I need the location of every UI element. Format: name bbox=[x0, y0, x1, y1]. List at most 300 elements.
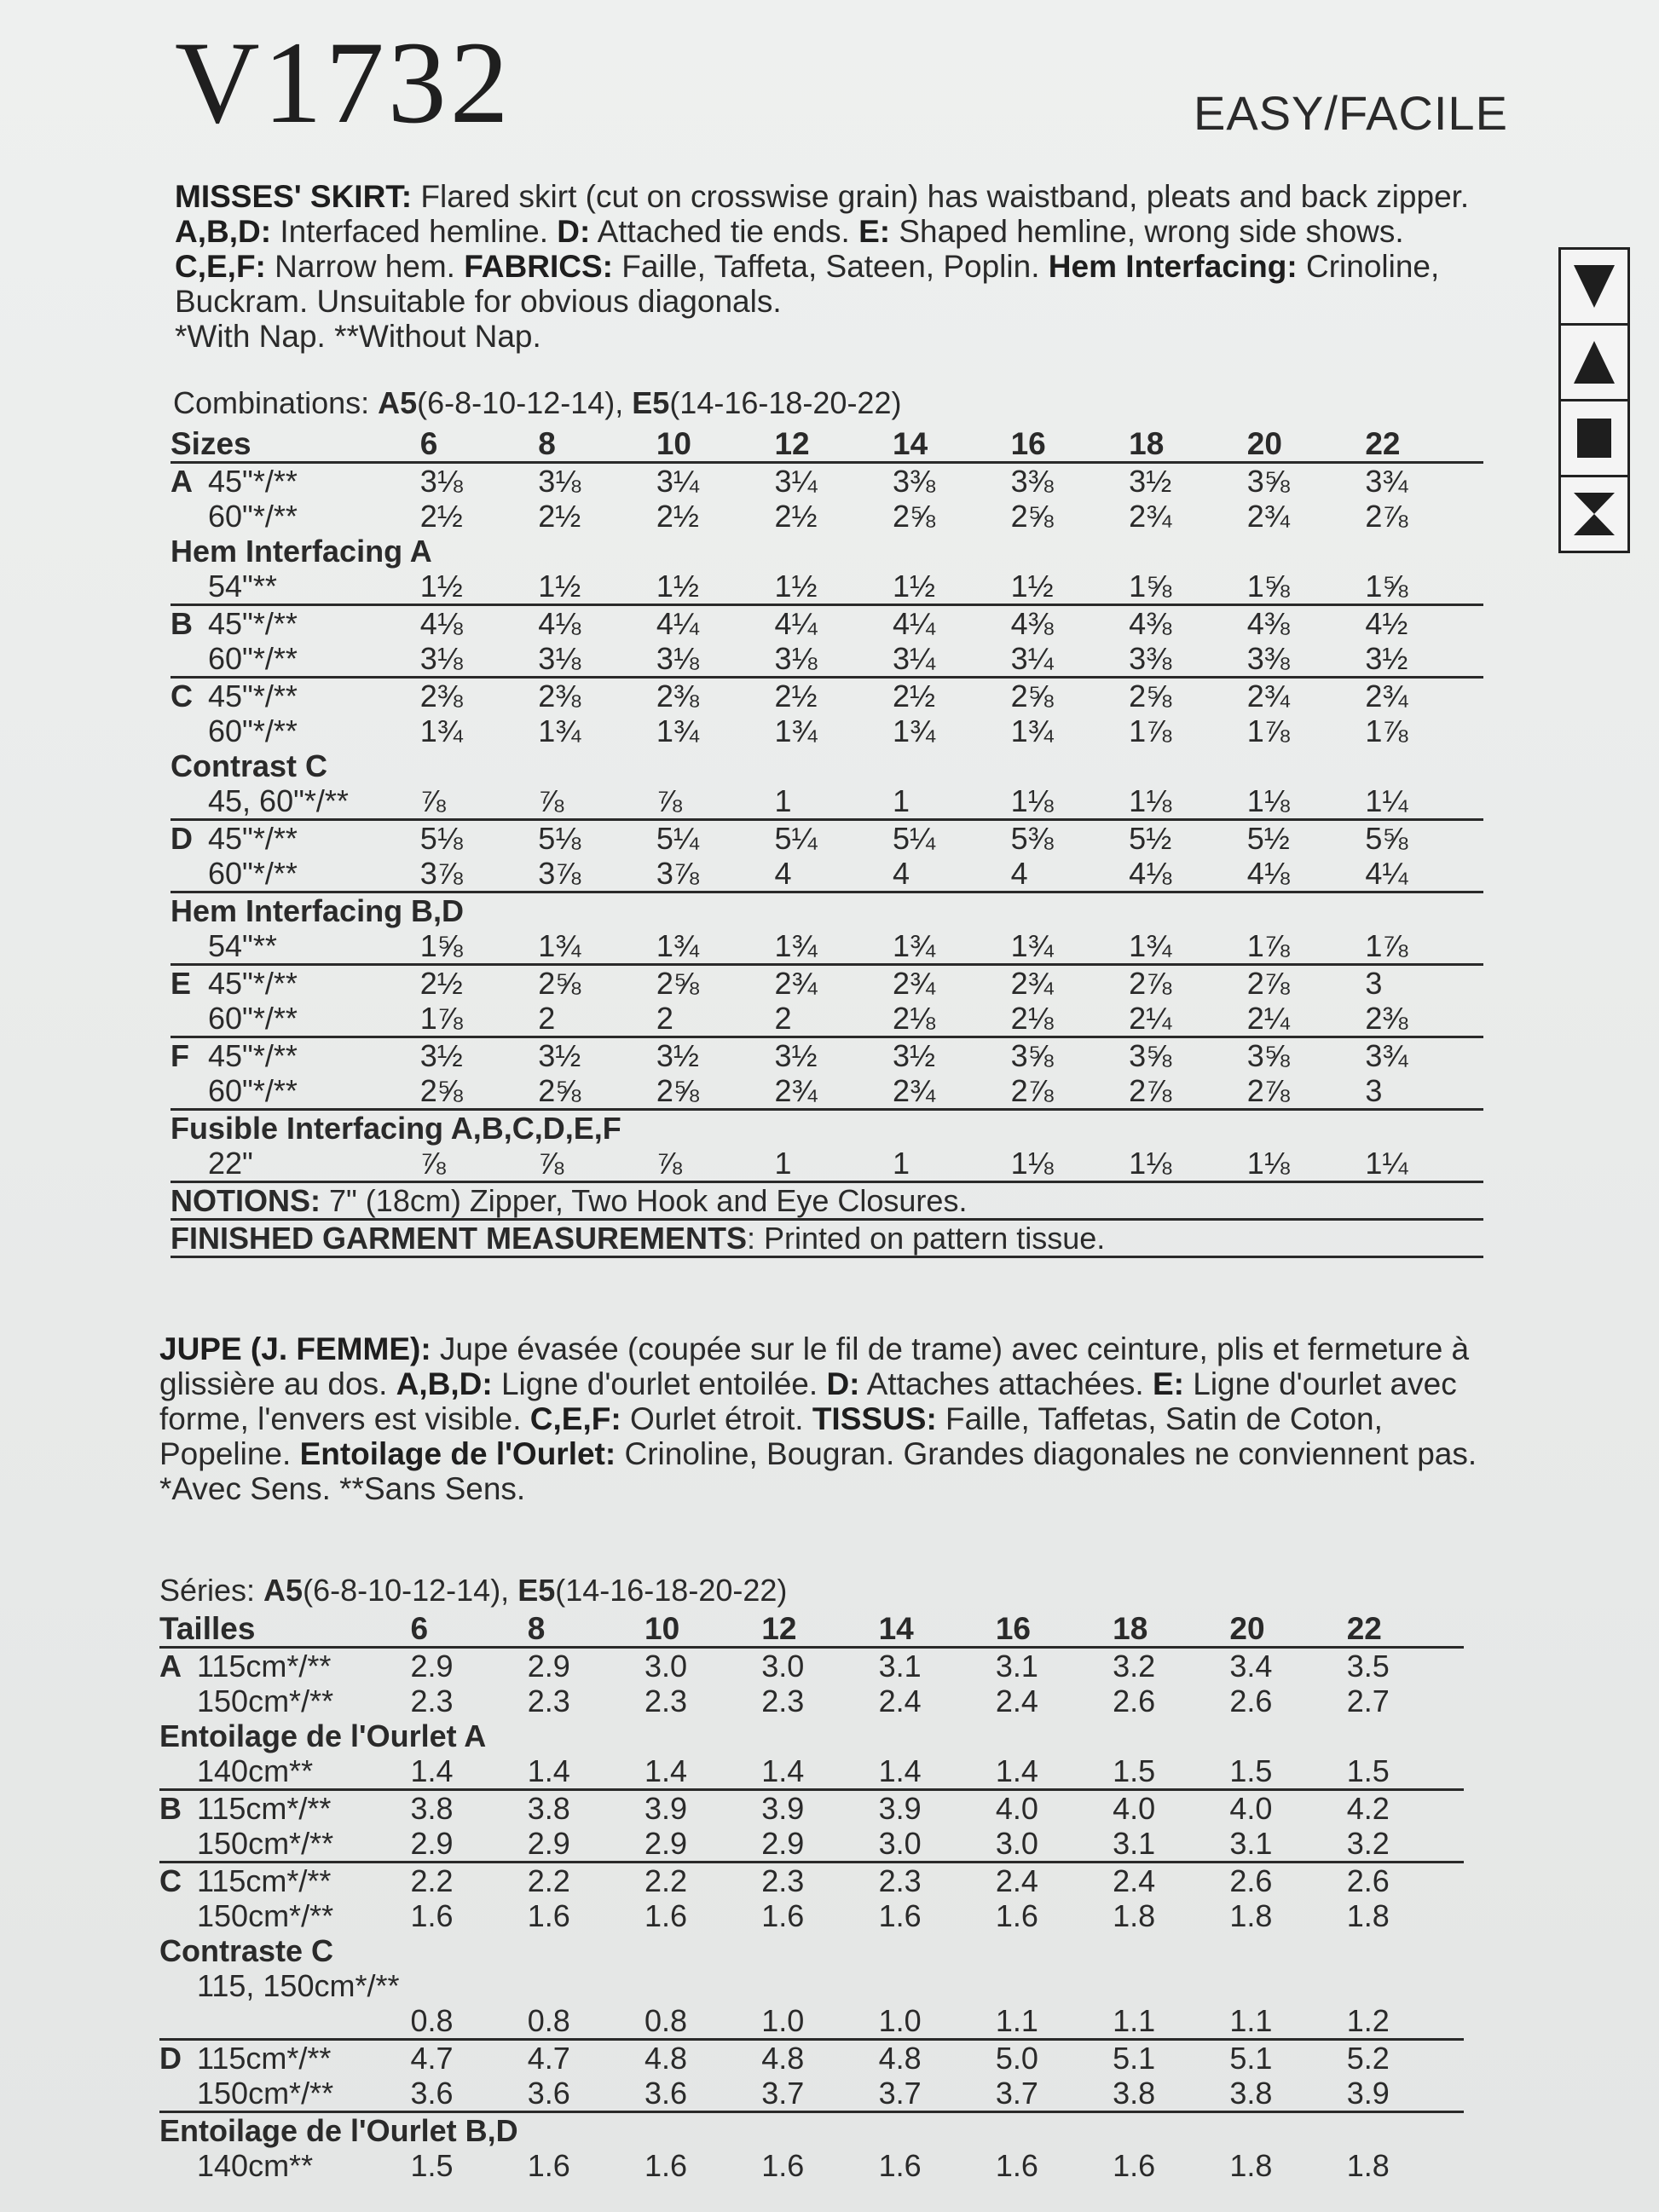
yardage-cell: 1.1 bbox=[1113, 2003, 1229, 2040]
description-bold-term: A,B,D: bbox=[175, 214, 272, 249]
yardage-cell bbox=[996, 1968, 1113, 2003]
yardage-cell: 2¾ bbox=[1246, 499, 1290, 534]
yardage-cell: 3.8 bbox=[410, 1791, 454, 1826]
square-icon bbox=[1561, 401, 1627, 477]
yardage-cell: 2.2 bbox=[527, 1863, 570, 1898]
yardage-cell: 2.9 bbox=[528, 1826, 645, 1863]
fabric-width: 115cm*/** bbox=[197, 1863, 332, 1898]
yardage-cell: 3.8 bbox=[527, 1791, 570, 1826]
yardage-cell: 2.9 bbox=[410, 1826, 527, 1863]
row-label bbox=[171, 499, 420, 534]
yardage-cell: 4½ bbox=[1365, 606, 1408, 641]
yardage-cell: 5.2 bbox=[1346, 2041, 1390, 2076]
yardage-cell bbox=[1113, 1968, 1229, 2003]
yardage-cell: 1⅝ bbox=[1129, 569, 1247, 605]
row-label bbox=[171, 1073, 420, 1110]
description-text: Faille, Taffetas, Satin de Coton, Popeline. bbox=[159, 1401, 1383, 1471]
fabric-width: 60"*/** bbox=[208, 1073, 298, 1108]
table-row bbox=[171, 856, 1483, 892]
size-header-cell: 6 bbox=[410, 1611, 527, 1648]
yardage-cell: 1.5 bbox=[1347, 1753, 1464, 1790]
yardage-cell: 3 bbox=[1365, 966, 1383, 1001]
yardage-cell: 4.8 bbox=[761, 2041, 805, 2076]
yardage-cell: 2¼ bbox=[1129, 1001, 1247, 1037]
yardage-cell: 3.7 bbox=[879, 2076, 996, 2112]
yardage-cell: 4⅛ bbox=[419, 606, 463, 641]
yardage-cell: 5⅜ bbox=[1010, 821, 1054, 856]
yardage-cell: 1½ bbox=[893, 569, 1011, 605]
row-label bbox=[171, 783, 420, 820]
yardage-cell: 1¾ bbox=[774, 928, 893, 965]
yardage-cell: 3.4 bbox=[1229, 1649, 1273, 1684]
description-bold-term: TISSUS: bbox=[812, 1401, 937, 1436]
description-bold-term: MISSES' SKIRT: bbox=[175, 179, 413, 214]
description-french bbox=[159, 1331, 1481, 1506]
yardage-cell: 2.4 bbox=[995, 1863, 1038, 1898]
row-label bbox=[171, 1146, 420, 1182]
description-text: Ligne d'ourlet entoilée. bbox=[492, 1366, 827, 1401]
notions-label: NOTIONS: bbox=[171, 1183, 321, 1218]
yardage-cell: 2¾ bbox=[893, 1073, 1011, 1110]
yardage-cell: 1.6 bbox=[527, 1898, 570, 1933]
yardage-cell: 2.4 bbox=[1113, 1863, 1156, 1898]
yardage-cell: 4.8 bbox=[878, 2041, 922, 2076]
yardage-cell: 2½ bbox=[656, 499, 699, 534]
sizes-header: Tailles bbox=[159, 1611, 410, 1648]
section-row bbox=[159, 2112, 1464, 2149]
fabric-width: 45"*/** bbox=[208, 606, 298, 641]
yardage-cell: 2.3 bbox=[878, 1863, 922, 1898]
row-label bbox=[171, 569, 420, 605]
description-text: Attaches attachées. bbox=[859, 1366, 1153, 1401]
table-row bbox=[171, 569, 1483, 605]
yardage-cell: 1.0 bbox=[761, 2003, 878, 2040]
yardage-cell: 1.5 bbox=[410, 2148, 454, 2183]
fabric-width: 150cm*/** bbox=[197, 2076, 334, 2111]
yardage-cell: 3.1 bbox=[1229, 1826, 1346, 1863]
description-text: Jupe évasée (coupée sur le fil de trame) avec ceinture, plis et fermeture à glissière au dos. bbox=[159, 1331, 1470, 1401]
description-text: Crinoline, Bougran. Grandes diagonales ne conviennent pas. bbox=[616, 1436, 1477, 1471]
size-header-cell: 22 bbox=[1347, 1611, 1464, 1648]
yardage-cell: 3½ bbox=[893, 1038, 936, 1073]
yardage-cell: 3⅜ bbox=[1129, 641, 1247, 678]
fabric-width: 45"*/** bbox=[208, 966, 298, 1001]
row-label bbox=[159, 1968, 410, 2003]
table-row bbox=[171, 1001, 1483, 1037]
view-letter: C bbox=[171, 679, 193, 713]
section-row bbox=[171, 1110, 1483, 1146]
yardage-cell: 2⅛ bbox=[1011, 1001, 1130, 1037]
yardage-cell bbox=[410, 1968, 527, 2003]
yardage-cell: 1⅞ bbox=[1365, 928, 1483, 965]
yardage-cell: 2½ bbox=[419, 966, 463, 1001]
size-header-cell: 14 bbox=[893, 426, 1011, 463]
yardage-cell: 1⅞ bbox=[420, 1001, 539, 1037]
size-header-cell: 8 bbox=[528, 1611, 645, 1648]
yardage-cell: 3½ bbox=[774, 1038, 818, 1073]
combination-e-sizes: (14-16-18-20-22) bbox=[555, 1573, 788, 1608]
yardage-cell: 1⅛ bbox=[1247, 783, 1366, 820]
view-letter: E bbox=[171, 966, 192, 1001]
section-row bbox=[159, 1933, 1464, 1968]
yardage-cell: 2⅞ bbox=[1011, 1073, 1130, 1110]
yardage-cell: 5¼ bbox=[774, 821, 818, 856]
row-label bbox=[159, 2076, 410, 2112]
yardage-cell: 2⅝ bbox=[893, 499, 936, 534]
description-bold-term: FABRICS: bbox=[464, 249, 613, 284]
yardage-cell: 1¾ bbox=[1010, 713, 1054, 748]
notions bbox=[171, 1182, 1483, 1220]
yardage-cell: 2.3 bbox=[761, 1684, 805, 1718]
yardage-cell: 5¼ bbox=[656, 821, 699, 856]
description-bold-term: A,B,D: bbox=[396, 1366, 493, 1401]
yardage-cell: 2⅝ bbox=[538, 966, 581, 1001]
table-row bbox=[171, 1037, 1483, 1074]
yardage-cell: 4.0 bbox=[1229, 1791, 1273, 1826]
yardage-cell: 3.9 bbox=[1347, 2076, 1464, 2112]
row-label bbox=[159, 1863, 410, 1899]
yardage-cell: 1¾ bbox=[538, 713, 581, 748]
yardage-cell: 3.1 bbox=[995, 1649, 1038, 1684]
table-row bbox=[171, 678, 1483, 714]
yardage-cell: 2⅝ bbox=[538, 1073, 656, 1110]
size-header-cell: 12 bbox=[761, 1611, 878, 1648]
yardage-cell: 5⅛ bbox=[419, 821, 463, 856]
description-text: Ourlet étroit. bbox=[621, 1401, 812, 1436]
combination-e-code: E5 bbox=[517, 1573, 556, 1608]
yardage-cell: 3⅛ bbox=[538, 641, 656, 678]
yardage-cell: 4.7 bbox=[527, 2041, 570, 2076]
table-row bbox=[159, 2040, 1464, 2076]
yardage-cell: 2¾ bbox=[1246, 679, 1290, 713]
yardage-cell: 1.5 bbox=[1229, 1753, 1346, 1790]
yardage-cell: 4⅜ bbox=[1129, 606, 1172, 641]
fabric-width: 115cm*/** bbox=[197, 1649, 332, 1684]
yardage-cell: 1.4 bbox=[410, 1753, 527, 1790]
section-label: Fusible Interfacing A,B,C,D,E,F bbox=[171, 1111, 621, 1146]
yardage-cell: 2.9 bbox=[410, 1649, 454, 1684]
yardage-cell: 1⅝ bbox=[420, 928, 539, 965]
view-letter: A bbox=[159, 1649, 182, 1684]
yardage-cell: 3⅜ bbox=[1247, 641, 1366, 678]
yardage-cell: 4.8 bbox=[645, 2041, 688, 2076]
fabric-width: 150cm*/** bbox=[197, 1684, 334, 1718]
yardage-cell: 2.6 bbox=[1113, 1684, 1156, 1718]
description-bold-term: C,E,F: bbox=[175, 249, 266, 284]
combination-e-sizes: (14-16-18-20-22) bbox=[669, 385, 902, 420]
yardage-cell: 2⅝ bbox=[656, 966, 699, 1001]
yardage-cell: 3 bbox=[1365, 1073, 1483, 1110]
row-label bbox=[171, 1037, 420, 1074]
yardage-cell: 2½ bbox=[774, 499, 818, 534]
size-header-cell: 10 bbox=[645, 1611, 761, 1648]
section-label: Hem Interfacing B,D bbox=[171, 893, 465, 928]
row-label bbox=[171, 856, 420, 892]
fabric-width: 45"*/** bbox=[208, 464, 298, 499]
yardage-cell: 2.2 bbox=[410, 1863, 454, 1898]
fabric-width: 45"*/** bbox=[208, 1038, 298, 1073]
combinations-label: Séries: bbox=[159, 1573, 264, 1608]
yardage-cell: 1½ bbox=[420, 569, 539, 605]
yardage-cell: 1.4 bbox=[528, 1753, 645, 1790]
fabric-width: 150cm*/** bbox=[197, 1826, 334, 1861]
yardage-cell bbox=[528, 1968, 645, 2003]
yardage-cell: 3⅛ bbox=[420, 641, 539, 678]
description-bold-term: D: bbox=[557, 214, 591, 249]
yardage-cell: 3⅛ bbox=[419, 464, 463, 499]
yardage-cell bbox=[1347, 1968, 1464, 2003]
yardage-cell: 1⅞ bbox=[1365, 713, 1408, 748]
yardage-cell: 5⅛ bbox=[538, 821, 581, 856]
table-row bbox=[159, 1753, 1464, 1790]
yardage-cell: 2.9 bbox=[761, 1826, 878, 1863]
yardage-cell: 5½ bbox=[1129, 821, 1172, 856]
table-row bbox=[171, 463, 1483, 500]
yardage-cell: 3.8 bbox=[1229, 2076, 1346, 2112]
yardage-cell: 1 bbox=[893, 783, 1011, 820]
yardage-cell: 4.2 bbox=[1346, 1791, 1390, 1826]
table-row bbox=[171, 499, 1483, 534]
size-header-cell: 16 bbox=[996, 1611, 1113, 1648]
table-row bbox=[159, 2076, 1464, 2112]
table-row bbox=[159, 1790, 1464, 1827]
yardage-cell: 1.4 bbox=[996, 1753, 1113, 1790]
yardage-cell: 3¼ bbox=[656, 464, 699, 499]
yardage-cell: 5.1 bbox=[1229, 2041, 1273, 2076]
description-text: *Avec Sens. **Sans Sens. bbox=[159, 1471, 526, 1506]
yardage-cell: 1⅛ bbox=[1011, 783, 1130, 820]
yardage-cell: 2⅜ bbox=[419, 679, 463, 713]
yardage-cell: 1⅞ bbox=[1246, 713, 1290, 748]
fabric-width: 45"*/** bbox=[208, 679, 298, 713]
yardage-cell: 3⅛ bbox=[774, 641, 893, 678]
size-header-cell: 18 bbox=[1129, 426, 1247, 463]
yardage-cell: 5⅝ bbox=[1365, 821, 1408, 856]
row-label bbox=[159, 1648, 410, 1684]
yardage-cell: 1.6 bbox=[995, 1898, 1038, 1933]
yardage-cell: ⅞ bbox=[538, 1146, 656, 1182]
yardage-cell: 2.9 bbox=[645, 1826, 761, 1863]
row-label bbox=[171, 463, 420, 500]
sizes-header: Sizes bbox=[171, 426, 420, 463]
row-label bbox=[159, 1684, 410, 1718]
yardage-cell: 0.8 bbox=[645, 2003, 761, 2040]
yardage-cell: 3⅜ bbox=[1010, 464, 1054, 499]
yardage-cell bbox=[761, 1968, 878, 2003]
row-label bbox=[171, 605, 420, 642]
size-header-cell: 8 bbox=[538, 426, 656, 463]
row-label bbox=[159, 1753, 410, 1790]
fabric-width: 150cm*/** bbox=[197, 1898, 334, 1933]
view-letter: B bbox=[159, 1791, 182, 1826]
combination-a-sizes: (6-8-10-12-14), bbox=[417, 385, 633, 420]
yardage-cell: 1⅝ bbox=[1247, 569, 1366, 605]
yardage-cell: 3¾ bbox=[1365, 464, 1408, 499]
yardage-cell: 1⅛ bbox=[1247, 1146, 1366, 1182]
yardage-cell: 2.9 bbox=[527, 1649, 570, 1684]
row-label bbox=[171, 713, 420, 748]
table-row bbox=[171, 1146, 1483, 1182]
table-row bbox=[171, 928, 1483, 965]
yardage-cell: 1¾ bbox=[893, 928, 1011, 965]
yardage-cell: 2.6 bbox=[1346, 1863, 1390, 1898]
yardage-cell bbox=[879, 1968, 996, 2003]
yardage-table-french bbox=[159, 1611, 1464, 2183]
combinations-french bbox=[159, 1573, 787, 1608]
yardage-cell: 3¼ bbox=[774, 464, 818, 499]
size-header-cell: 16 bbox=[1011, 426, 1130, 463]
yardage-cell: 1.8 bbox=[1346, 2148, 1390, 2183]
yardage-cell: 1 bbox=[893, 1146, 1011, 1182]
yardage-cell: 3⅝ bbox=[1010, 1038, 1054, 1073]
yardage-cell: 2 bbox=[774, 1001, 893, 1037]
description-text: Ligne d'ourlet avec forme, l'envers est visible. bbox=[159, 1366, 1457, 1436]
table-row bbox=[159, 1898, 1464, 1933]
section-label: Entoilage de l'Ourlet A bbox=[159, 1718, 487, 1753]
yardage-cell: 2.3 bbox=[761, 1863, 805, 1898]
yardage-cell: ⅞ bbox=[656, 1146, 775, 1182]
description-text: Attached tie ends. bbox=[590, 214, 859, 249]
section-label: Contraste C bbox=[159, 1933, 334, 1968]
fabric-width: 45, 60"*/** bbox=[208, 783, 349, 818]
yardage-cell: 1.6 bbox=[878, 1898, 922, 1933]
yardage-cell: 3.2 bbox=[1347, 1826, 1464, 1863]
fabric-width: 54"** bbox=[208, 569, 277, 604]
yardage-cell: 3.6 bbox=[645, 2076, 761, 2112]
yardage-cell: 5.1 bbox=[1113, 2041, 1156, 2076]
yardage-cell: 1½ bbox=[774, 569, 893, 605]
yardage-cell: 3.0 bbox=[879, 1826, 996, 1863]
fabric-width: 115cm*/** bbox=[197, 1791, 332, 1826]
pattern-number: V1732 bbox=[175, 17, 512, 147]
yardage-cell: 3⅝ bbox=[1246, 464, 1290, 499]
size-header-cell: 20 bbox=[1229, 1611, 1346, 1648]
yardage-cell: ⅞ bbox=[420, 1146, 539, 1182]
row-label bbox=[159, 1898, 410, 1933]
table-row bbox=[159, 1968, 1464, 2003]
yardage-cell: 2½ bbox=[538, 499, 581, 534]
fabric-width: 60"*/** bbox=[208, 713, 298, 748]
fabric-direction-symbols bbox=[1558, 247, 1630, 553]
table-row bbox=[171, 641, 1483, 678]
row-label bbox=[159, 1826, 410, 1863]
combination-e-code: E5 bbox=[632, 385, 670, 420]
yardage-cell: 2.3 bbox=[410, 1684, 454, 1718]
table-row bbox=[171, 783, 1483, 820]
table-row bbox=[171, 713, 1483, 748]
combinations-label: Combinations: bbox=[173, 385, 379, 420]
yardage-cell: 1.6 bbox=[527, 2148, 570, 2183]
yardage-cell: 4⅛ bbox=[538, 606, 581, 641]
yardage-cell: 1½ bbox=[1011, 569, 1130, 605]
yardage-cell: 4 bbox=[893, 856, 1011, 892]
description-bold-term: D: bbox=[826, 1366, 860, 1401]
table-row bbox=[159, 1826, 1464, 1863]
yardage-cell: 3.0 bbox=[761, 1649, 805, 1684]
yardage-cell: 3.0 bbox=[645, 1649, 688, 1684]
size-header-cell: 22 bbox=[1365, 426, 1483, 463]
yardage-cell: 3⅛ bbox=[538, 464, 581, 499]
yardage-cell: 3⅝ bbox=[1129, 1038, 1172, 1073]
yardage-cell: 2.6 bbox=[1229, 1684, 1273, 1718]
yardage-cell: 2½ bbox=[419, 499, 463, 534]
hourglass-icon bbox=[1561, 477, 1627, 551]
description-text: Interfaced hemline. bbox=[271, 214, 558, 249]
view-letter: D bbox=[159, 2041, 182, 2076]
yardage-cell: 2⅛ bbox=[893, 1001, 1011, 1037]
fabric-width: 115cm*/** bbox=[197, 2041, 332, 2076]
yardage-cell: 4¼ bbox=[774, 606, 818, 641]
row-label bbox=[171, 820, 420, 857]
size-header-cell: 18 bbox=[1113, 1611, 1229, 1648]
yardage-cell: ⅞ bbox=[656, 783, 775, 820]
yardage-cell: 3½ bbox=[419, 1038, 463, 1073]
finished-measurements bbox=[171, 1220, 1483, 1257]
yardage-cell: 2¾ bbox=[774, 1073, 893, 1110]
yardage-cell: 1½ bbox=[538, 569, 656, 605]
yardage-cell: 1¾ bbox=[893, 713, 936, 748]
fabric-width: 140cm** bbox=[197, 2148, 314, 2183]
row-label bbox=[159, 1790, 410, 1827]
yardage-cell: 1.4 bbox=[645, 1753, 761, 1790]
combinations-english bbox=[173, 385, 901, 421]
yardage-cell: 2⅝ bbox=[656, 1073, 775, 1110]
yardage-cell: 1⅝ bbox=[1365, 569, 1483, 605]
size-header-row bbox=[159, 1611, 1464, 1648]
description-english bbox=[175, 179, 1496, 354]
description-text: Narrow hem. bbox=[265, 249, 465, 284]
yardage-cell bbox=[645, 1968, 761, 2003]
description-bold-term: E: bbox=[1152, 1366, 1184, 1401]
yardage-cell: 3⅝ bbox=[1246, 1038, 1290, 1073]
section-label: Contrast C bbox=[171, 748, 328, 783]
fabric-width: 54"** bbox=[208, 928, 277, 963]
row-label bbox=[159, 2148, 410, 2183]
fabric-width: 22" bbox=[208, 1146, 253, 1181]
yardage-cell: 1.0 bbox=[879, 2003, 996, 2040]
description-bold-term: E: bbox=[858, 214, 891, 249]
yardage-cell: 2⅞ bbox=[1246, 966, 1290, 1001]
section-label: Hem Interfacing A bbox=[171, 534, 432, 569]
difficulty-label: EASY/FACILE bbox=[1194, 86, 1508, 140]
table-row bbox=[171, 605, 1483, 642]
yardage-cell: 3¾ bbox=[1365, 1038, 1408, 1073]
yardage-cell: 1¾ bbox=[1011, 928, 1130, 965]
yardage-cell: 4.7 bbox=[410, 2041, 454, 2076]
yardage-cell: 2.4 bbox=[995, 1684, 1038, 1718]
yardage-cell: 1⅛ bbox=[1129, 783, 1247, 820]
table-row bbox=[159, 1648, 1464, 1684]
table-row bbox=[159, 1684, 1464, 1718]
table-row bbox=[159, 2148, 1464, 2183]
combination-a-code: A5 bbox=[263, 1573, 303, 1608]
notions-row bbox=[171, 1182, 1483, 1220]
yardage-cell: 1.8 bbox=[1346, 1898, 1390, 1933]
yardage-cell: 2⅞ bbox=[1129, 1073, 1247, 1110]
yardage-cell: 3.9 bbox=[878, 1791, 922, 1826]
yardage-cell: 2 bbox=[538, 1001, 656, 1037]
yardage-cell: 1.4 bbox=[761, 1753, 878, 1790]
yardage-cell: 3.8 bbox=[1113, 2076, 1229, 2112]
yardage-cell: 2¾ bbox=[1129, 499, 1172, 534]
yardage-cell: 3½ bbox=[656, 1038, 699, 1073]
section-row bbox=[171, 748, 1483, 783]
yardage-cell: 0.8 bbox=[528, 2003, 645, 2040]
yardage-cell: 5½ bbox=[1246, 821, 1290, 856]
yardage-cell: 2.3 bbox=[527, 1684, 570, 1718]
fabric-width: 115, 150cm*/** bbox=[197, 1968, 400, 2003]
yardage-cell: 5.0 bbox=[995, 2041, 1038, 2076]
